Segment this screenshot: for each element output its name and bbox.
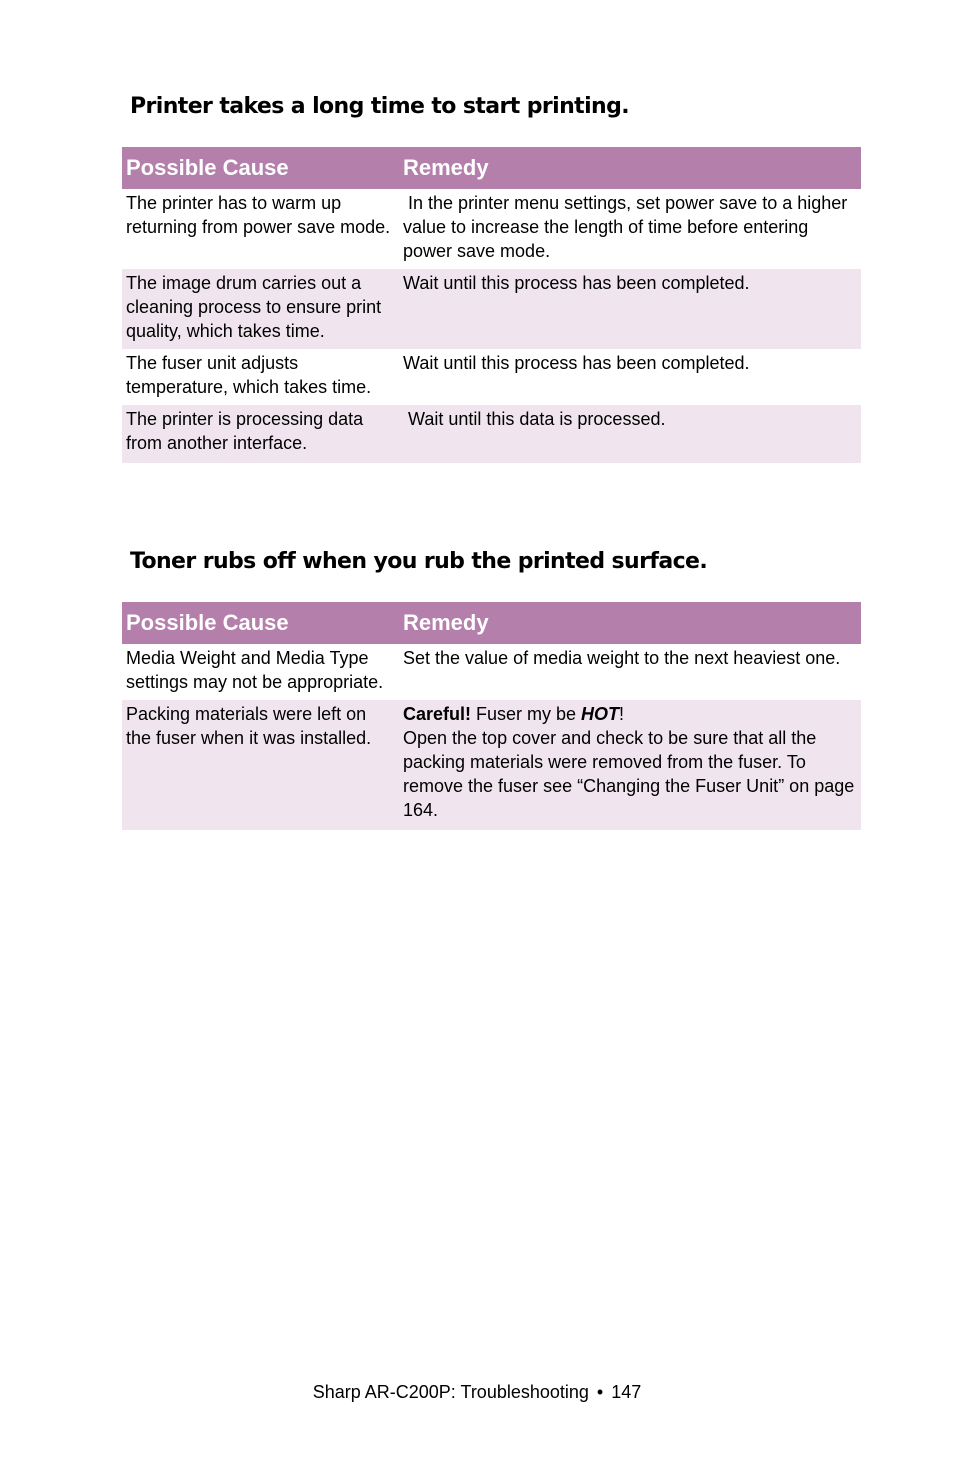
- remedy-cell: In the printer menu settings, set power save to a higher value to increase the length of time before entering power save mode.: [403, 193, 853, 261]
- warning-exclamation: !: [619, 704, 625, 724]
- page-number: 147: [611, 1382, 642, 1402]
- cause-cell: The image drum carries out a cleaning process to ensure print quality, which takes time.: [122, 269, 399, 349]
- table-row: [122, 189, 861, 269]
- cause-cell: The fuser unit adjusts temperature, which takes time.: [126, 353, 372, 397]
- remedy-body: Open the top cover and check to be sure that all the packing materials were removed from the fuser. To remove the fuser see “Changing the Fuser Unit” on page 164.: [403, 728, 855, 820]
- cause-cell: The printer has to warm up returning from power save mode.: [126, 193, 391, 237]
- remedy-cell: Wait until this process has been completed.: [399, 269, 861, 349]
- header-possible-cause: Possible Cause: [122, 147, 399, 189]
- cause-cell: Media Weight and Media Type settings may not be appropriate.: [126, 648, 384, 692]
- section-title-slow-start: Printer takes a long time to start printing.: [130, 94, 629, 119]
- hot-label: HOT: [581, 704, 620, 724]
- footer-bullet: •: [596, 1382, 604, 1402]
- header-remedy: Remedy: [399, 147, 861, 189]
- remedy-cell: Set the value of media weight to the next heaviest one.: [403, 648, 841, 668]
- footer-doc-title: Sharp AR-C200P: Troubleshooting: [312, 1382, 589, 1402]
- header-remedy: Remedy: [399, 602, 861, 644]
- remedy-cell: Wait until this process has been completed.: [403, 353, 750, 373]
- remedy-cell: Wait until this data is processed.: [399, 405, 861, 463]
- remedy-cell: [399, 700, 861, 830]
- warning-line: [403, 702, 857, 726]
- table-row: [122, 700, 861, 830]
- table-header-row: [122, 147, 861, 189]
- page-footer: [0, 1382, 954, 1403]
- careful-label: Careful!: [403, 704, 472, 724]
- section-title-toner-rubs-off: Toner rubs off when you rub the printed surface.: [130, 549, 708, 574]
- table-row: [122, 644, 861, 700]
- header-possible-cause: Possible Cause: [122, 602, 399, 644]
- table-header-row: [122, 602, 861, 644]
- table-row: [122, 349, 861, 405]
- troubleshooting-table-toner-rubs: [122, 602, 861, 830]
- cause-cell: Packing materials were left on the fuser when it was installed.: [122, 700, 399, 830]
- table-row: [122, 405, 861, 463]
- table-row: [122, 269, 861, 349]
- cause-cell: The printer is processing data from another interface.: [122, 405, 399, 463]
- troubleshooting-table-slow-start: [122, 147, 861, 463]
- warning-text: Fuser my be: [471, 704, 582, 724]
